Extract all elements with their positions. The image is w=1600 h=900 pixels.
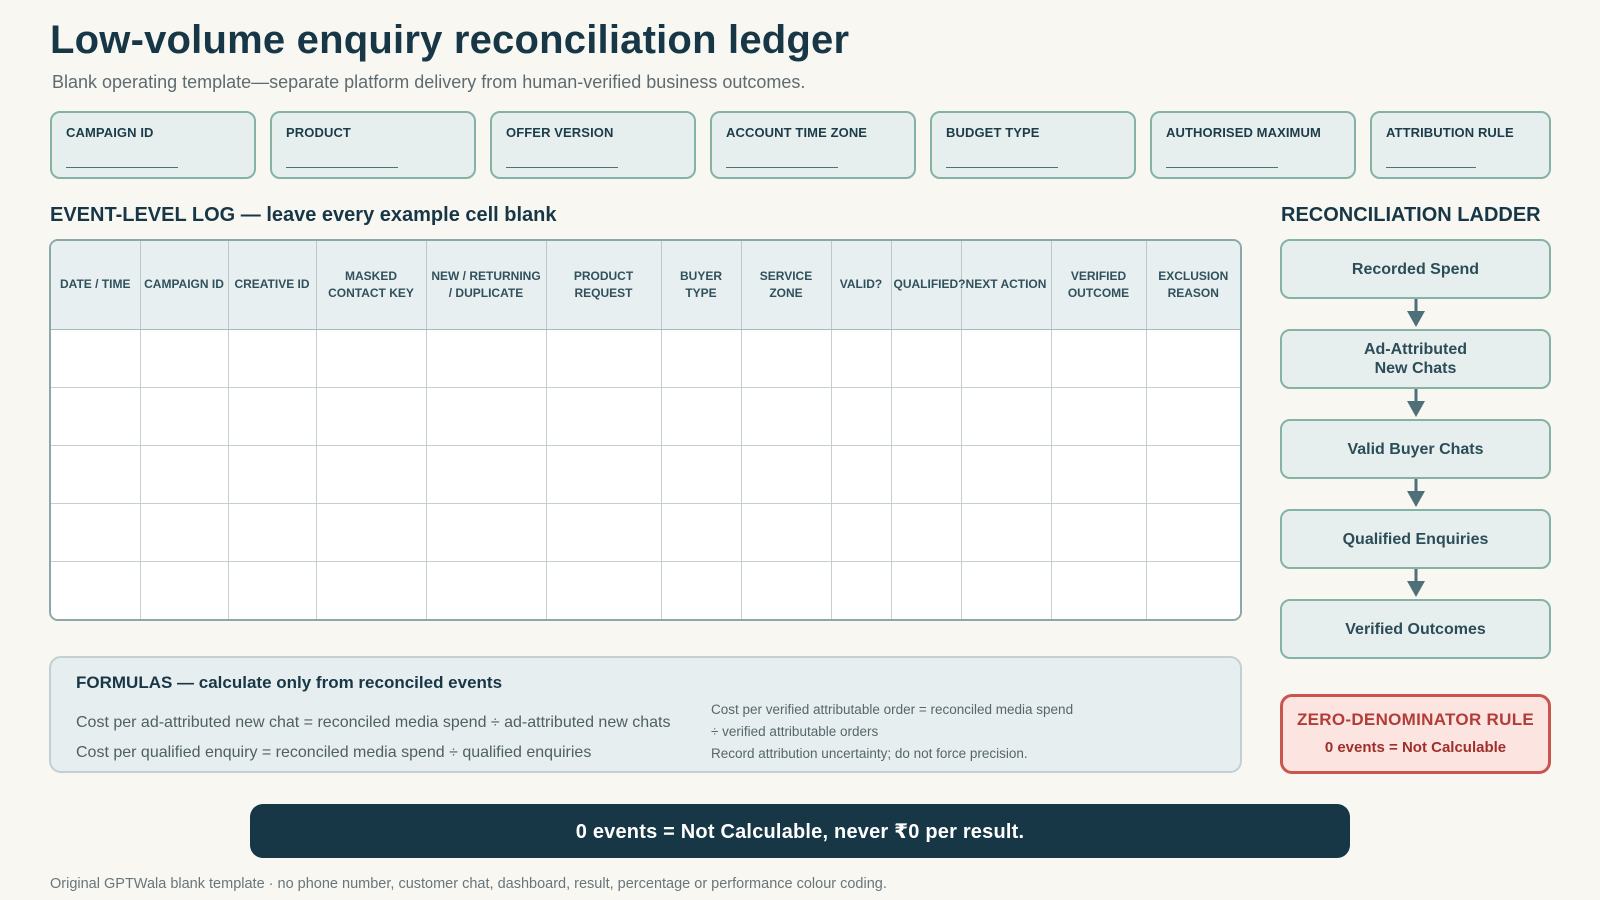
table-cell[interactable] bbox=[1146, 387, 1240, 445]
table-cell[interactable] bbox=[546, 329, 661, 387]
table-cell[interactable] bbox=[831, 387, 891, 445]
table-cell[interactable] bbox=[426, 329, 546, 387]
table-cell[interactable] bbox=[51, 503, 140, 561]
column-header: CREATIVE ID bbox=[228, 241, 316, 329]
field-label: ACCOUNT TIME ZONE bbox=[726, 125, 868, 140]
table-cell[interactable] bbox=[140, 503, 228, 561]
table-cell[interactable] bbox=[316, 561, 426, 619]
table-cell[interactable] bbox=[661, 561, 741, 619]
table-cell[interactable] bbox=[51, 387, 140, 445]
table-cell[interactable] bbox=[228, 445, 316, 503]
table-cell[interactable] bbox=[546, 445, 661, 503]
table-cell[interactable] bbox=[316, 387, 426, 445]
formulas-panel bbox=[49, 656, 1242, 773]
field-label: OFFER VERSION bbox=[506, 125, 614, 140]
table-cell[interactable] bbox=[140, 445, 228, 503]
table-cell[interactable] bbox=[741, 387, 831, 445]
formulas-right-column bbox=[711, 699, 1073, 765]
field-blank-line bbox=[66, 167, 178, 168]
ladder-step-ad-attributed-new-chats bbox=[1280, 329, 1551, 389]
arrow-down-icon bbox=[1406, 299, 1426, 329]
column-header: VERIFIED OUTCOME bbox=[1051, 241, 1146, 329]
arrow-down-icon bbox=[1406, 569, 1426, 599]
formula-line: Cost per ad-attributed new chat = reconciled media spend ÷ ad-attributed new chats bbox=[76, 714, 671, 731]
ladder-step-label: Verified Outcomes bbox=[1345, 620, 1486, 638]
table-cell[interactable] bbox=[426, 561, 546, 619]
table-cell[interactable] bbox=[661, 329, 741, 387]
table-cell[interactable] bbox=[1051, 503, 1146, 561]
table-cell[interactable] bbox=[228, 561, 316, 619]
table-cell[interactable] bbox=[661, 503, 741, 561]
table-row bbox=[51, 561, 1240, 619]
footer-note: Original GPTWala blank template · no phone number, customer chat, dashboard, result, percentage or performance colour coding. bbox=[50, 876, 887, 892]
table-cell[interactable] bbox=[831, 561, 891, 619]
table-cell[interactable] bbox=[316, 445, 426, 503]
ladder-step-valid-buyer-chats bbox=[1280, 419, 1551, 479]
field-budget-type[interactable] bbox=[930, 111, 1136, 179]
table-cell[interactable] bbox=[1146, 561, 1240, 619]
table-cell[interactable] bbox=[426, 503, 546, 561]
ladder-step-qualified-enquiries bbox=[1280, 509, 1551, 569]
table-row bbox=[51, 329, 1240, 387]
ladder-step-label: Valid Buyer Chats bbox=[1347, 440, 1484, 458]
zero-denominator-rule-card bbox=[1280, 694, 1551, 774]
table-cell[interactable] bbox=[831, 329, 891, 387]
table-cell[interactable] bbox=[661, 387, 741, 445]
table-cell[interactable] bbox=[1051, 445, 1146, 503]
formula-line: Cost per qualified enquiry = reconciled media spend ÷ qualified enquiries bbox=[76, 744, 592, 761]
table-cell[interactable] bbox=[1146, 329, 1240, 387]
table-cell[interactable] bbox=[546, 561, 661, 619]
table-cell[interactable] bbox=[891, 329, 961, 387]
column-header: SERVICE ZONE bbox=[741, 241, 831, 329]
table-cell[interactable] bbox=[316, 329, 426, 387]
field-offer-version[interactable] bbox=[490, 111, 696, 179]
field-authorised-maximum[interactable] bbox=[1150, 111, 1356, 179]
header-fields bbox=[50, 111, 1551, 179]
column-header: DATE / TIME bbox=[51, 241, 140, 329]
table-cell[interactable] bbox=[1051, 387, 1146, 445]
event-log-title: EVENT-LEVEL LOG — leave every example cell blank bbox=[50, 204, 557, 226]
ladder-step-recorded-spend bbox=[1280, 239, 1551, 299]
table-cell[interactable] bbox=[831, 503, 891, 561]
table-cell[interactable] bbox=[741, 329, 831, 387]
table-cell[interactable] bbox=[140, 387, 228, 445]
table-cell[interactable] bbox=[741, 445, 831, 503]
table-cell[interactable] bbox=[140, 561, 228, 619]
table-header-row bbox=[51, 241, 1240, 329]
table-cell[interactable] bbox=[891, 387, 961, 445]
field-label: AUTHORISED MAXIMUM bbox=[1166, 125, 1321, 140]
field-account-time-zone[interactable] bbox=[710, 111, 916, 179]
column-header: EXCLUSION REASON bbox=[1146, 241, 1240, 329]
formula-line: Cost per verified attributable order = reconciled media spend bbox=[711, 702, 1074, 717]
table-cell[interactable] bbox=[546, 503, 661, 561]
table-cell[interactable] bbox=[1146, 445, 1240, 503]
ladder-title: RECONCILIATION LADDER bbox=[1281, 204, 1541, 226]
zero-rule-text: 0 events = Not Calculable bbox=[1324, 739, 1507, 756]
table-cell[interactable] bbox=[961, 387, 1051, 445]
table-cell[interactable] bbox=[661, 445, 741, 503]
table-cell[interactable] bbox=[891, 445, 961, 503]
table-cell[interactable] bbox=[316, 503, 426, 561]
column-header: PRODUCT REQUEST bbox=[546, 241, 661, 329]
field-label: BUDGET TYPE bbox=[946, 125, 1040, 140]
table-cell[interactable] bbox=[1051, 329, 1146, 387]
column-header: CAMPAIGN ID bbox=[140, 241, 228, 329]
ladder-step-label: Ad-Attributed bbox=[1363, 341, 1468, 358]
table-cell[interactable] bbox=[831, 445, 891, 503]
formula-line: ÷ verified attributable orders bbox=[711, 724, 879, 739]
column-header: NEXT ACTION bbox=[961, 241, 1051, 329]
column-header: BUYER TYPE bbox=[661, 241, 741, 329]
field-blank-line bbox=[286, 167, 398, 168]
page-subtitle: Blank operating template—separate platform delivery from human-verified business outcomes. bbox=[52, 72, 806, 92]
table-cell[interactable] bbox=[228, 329, 316, 387]
table-cell[interactable] bbox=[961, 445, 1051, 503]
table-cell[interactable] bbox=[1146, 503, 1240, 561]
ladder-step-label: Recorded Spend bbox=[1351, 260, 1480, 278]
table-cell[interactable] bbox=[961, 561, 1051, 619]
table-cell[interactable] bbox=[741, 503, 831, 561]
table-cell[interactable] bbox=[51, 561, 140, 619]
table-cell[interactable] bbox=[426, 387, 546, 445]
table-cell[interactable] bbox=[228, 387, 316, 445]
table-row bbox=[51, 503, 1240, 561]
not-calculable-banner: 0 events = Not Calculable, never ₹0 per result. bbox=[250, 804, 1350, 858]
ladder-step-verified-outcomes bbox=[1280, 599, 1551, 659]
zero-rule-title: ZERO-DENOMINATOR RULE bbox=[1296, 710, 1535, 729]
field-label: CAMPAIGN ID bbox=[66, 125, 154, 140]
field-blank-line bbox=[726, 167, 838, 168]
column-header: MASKED CONTACT KEY bbox=[316, 241, 426, 329]
table-cell[interactable] bbox=[546, 387, 661, 445]
field-label: PRODUCT bbox=[286, 125, 351, 140]
field-attribution-rule[interactable] bbox=[1370, 111, 1551, 179]
field-product[interactable] bbox=[270, 111, 476, 179]
arrow-down-icon bbox=[1406, 479, 1426, 509]
table-cell[interactable] bbox=[891, 503, 961, 561]
table-row bbox=[51, 445, 1240, 503]
table-cell[interactable] bbox=[228, 503, 316, 561]
formulas-title: FORMULAS — calculate only from reconciled events bbox=[76, 673, 503, 692]
field-blank-line bbox=[506, 167, 618, 168]
column-header: NEW / RETURNING / DUPLICATE bbox=[426, 241, 546, 329]
ladder-step-label: New Chats bbox=[1374, 360, 1457, 377]
table-cell[interactable] bbox=[140, 329, 228, 387]
field-blank-line bbox=[1166, 167, 1278, 168]
event-log-table bbox=[49, 239, 1242, 621]
ladder-step-label: Qualified Enquiries bbox=[1342, 530, 1489, 548]
field-blank-line bbox=[1386, 167, 1476, 168]
table-cell[interactable] bbox=[741, 561, 831, 619]
table-cell[interactable] bbox=[961, 329, 1051, 387]
field-campaign-id[interactable] bbox=[50, 111, 256, 179]
field-label: ATTRIBUTION RULE bbox=[1386, 125, 1514, 140]
arrow-down-icon bbox=[1406, 389, 1426, 419]
formulas-left-column bbox=[76, 708, 670, 768]
column-header: VALID? bbox=[831, 241, 891, 329]
column-header: QUALIFIED? bbox=[891, 241, 961, 329]
table-cell[interactable] bbox=[961, 503, 1051, 561]
table-cell[interactable] bbox=[426, 445, 546, 503]
table-row bbox=[51, 387, 1240, 445]
page-title: Low-volume enquiry reconciliation ledger bbox=[50, 18, 850, 62]
table-cell[interactable] bbox=[51, 329, 140, 387]
table-cell[interactable] bbox=[1051, 561, 1146, 619]
table-cell[interactable] bbox=[51, 445, 140, 503]
table-cell[interactable] bbox=[891, 561, 961, 619]
formula-note: Record attribution uncertainty; do not force precision. bbox=[711, 746, 1028, 761]
field-blank-line bbox=[946, 167, 1058, 168]
